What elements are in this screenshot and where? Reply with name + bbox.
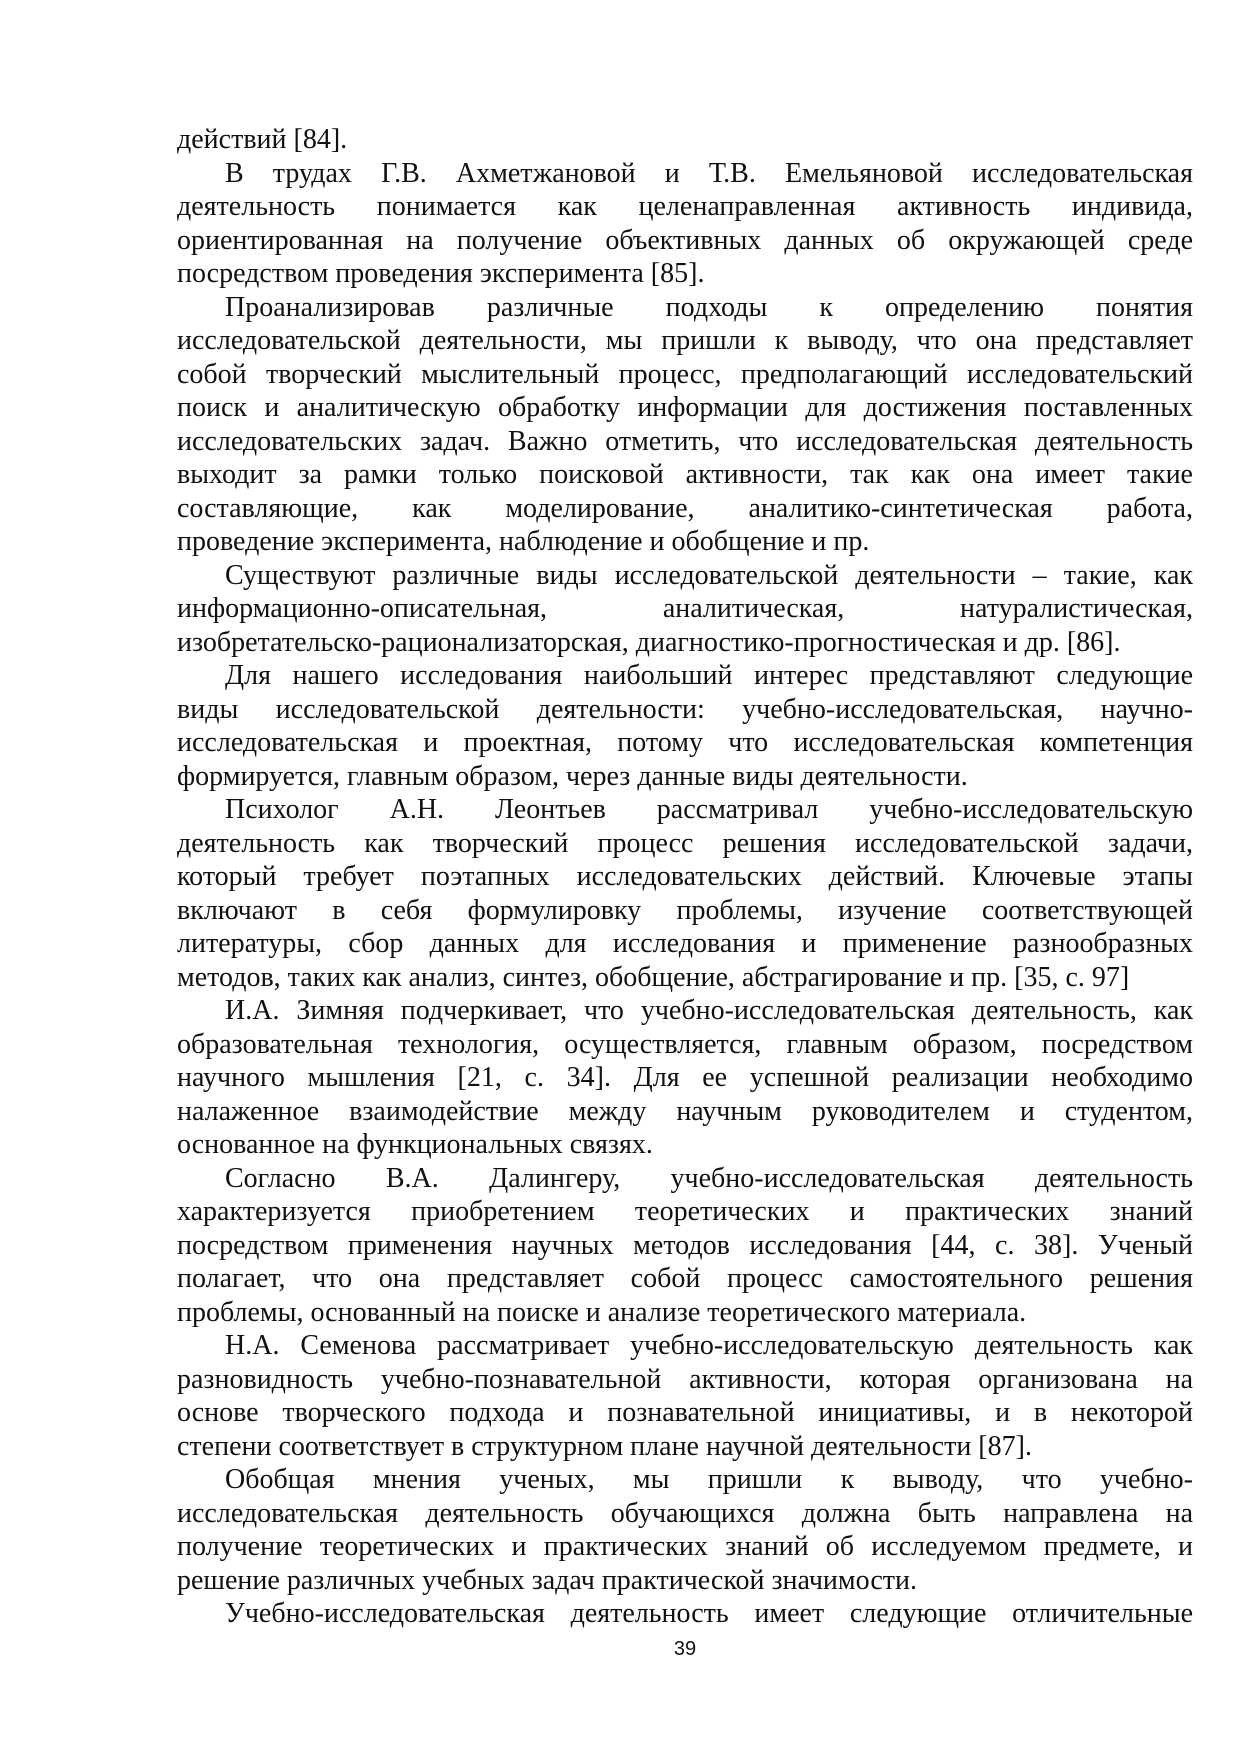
text-line: образовательная технология, осуществляется, главным образом, посредством xyxy=(177,1028,1193,1060)
text-line: деятельность как творческий процесс решения исследовательской задачи, xyxy=(177,827,1193,859)
text-line: действий [84]. xyxy=(177,124,348,155)
text-line: литературы, сбор данных для исследования и применение разнообразных xyxy=(177,928,1193,959)
text-line: выходит за рамки только поисковой активности, так как она имеет такие xyxy=(177,459,1193,490)
text-line: посредством применения научных методов исследования [44, с. 38]. Ученый xyxy=(177,1229,1193,1261)
text-line: проблемы, основанный на поиске и анализе теоретического материала. xyxy=(177,1296,1027,1328)
text-line: Согласно В.А. Далингеру, учебно-исследовательская деятельность xyxy=(225,1162,1193,1194)
paragraph xyxy=(177,1463,1193,1597)
text-line: научного мышления [21, с. 34]. Для ее успешной реализации необходимо xyxy=(177,1062,1193,1093)
text-line: информационно-описательная, аналитическая, натуралистическая, xyxy=(177,593,1193,624)
text-line: виды исследовательской деятельности: учебно-исследовательская, научно- xyxy=(177,693,1193,725)
page-number: 39 xyxy=(673,1638,697,1660)
text-line: проведение эксперимента, наблюдение и обобщение и пр. xyxy=(177,526,870,557)
body-text xyxy=(177,123,1193,1631)
text-line: исследовательских задач. Важно отметить, что исследовательская деятельность xyxy=(177,425,1193,457)
text-line: Для нашего исследования наибольший интерес представляют следующие xyxy=(225,660,1193,691)
text-line: И.А. Зимняя подчеркивает, что учебно-исследовательская деятельность, как xyxy=(225,995,1193,1026)
text-line: включают в себя формулировку проблемы, изучение соответствующей xyxy=(177,894,1193,926)
paragraph xyxy=(177,994,1193,1162)
text-line: посредством проведения эксперимента [85]. xyxy=(177,258,705,289)
text-line: изобретательско-рационализаторская, диагностико-прогностическая и др. [86]. xyxy=(177,626,1121,658)
paragraph xyxy=(177,1597,1193,1631)
paragraph xyxy=(177,291,1193,559)
text-line: методов, таких как анализ, синтез, обобщение, абстрагирование и пр. [35, с. 97] xyxy=(177,961,1130,993)
text-line: получение теоретических и практических знаний об исследуемом предмете, и xyxy=(177,1531,1193,1562)
text-line: Психолог А.Н. Леонтьев рассматривал учебно-исследовательскую xyxy=(225,794,1193,825)
text-line: основе творческого подхода и познавательной инициативы, и в некоторой xyxy=(177,1397,1193,1428)
text-line: деятельность понимается как целенаправленная активность индивида, xyxy=(177,191,1193,222)
paragraph xyxy=(177,157,1193,291)
text-line: формируется, главным образом, через данные виды деятельности. xyxy=(177,760,968,792)
text-line: исследовательская деятельность обучающихся должна быть направлена на xyxy=(177,1497,1193,1529)
text-line: Обобщая мнения ученых, мы пришли к выводу, что учебно- xyxy=(225,1464,1193,1495)
text-line: исследовательская и проектная, потому что исследовательская компетенция xyxy=(177,727,1193,758)
text-line: Учебно-исследовательская деятельность имеет следующие отличительные xyxy=(225,1598,1193,1629)
text-line: полагает, что она представляет собой процесс самостоятельного решения xyxy=(177,1263,1193,1294)
text-line: основанное на функциональных связях. xyxy=(177,1129,653,1160)
text-line: исследовательской деятельности, мы пришли к выводу, что она представляет xyxy=(177,325,1193,356)
paragraph xyxy=(177,123,1193,157)
paragraph xyxy=(177,1162,1193,1330)
text-line: Н.А. Семенова рассматривает учебно-исследовательскую деятельность как xyxy=(225,1330,1193,1361)
text-line: собой творческий мыслительный процесс, предполагающий исследовательский xyxy=(177,358,1193,390)
paragraph xyxy=(177,559,1193,660)
text-line: налаженное взаимодействие между научным руководителем и студентом, xyxy=(177,1095,1193,1127)
paragraph xyxy=(177,659,1193,793)
text-line: который требует поэтапных исследовательских действий. Ключевые этапы xyxy=(177,861,1193,892)
paragraph xyxy=(177,793,1193,994)
text-line: поиск и аналитическую обработку информации для достижения поставленных xyxy=(177,392,1193,423)
paragraph xyxy=(177,1329,1193,1463)
text-line: В трудах Г.В. Ахметжановой и Т.В. Емельяновой исследовательская xyxy=(225,157,1193,189)
text-line: характеризуется приобретением теоретических и практических знаний xyxy=(177,1196,1193,1227)
text-line: Проанализировав различные подходы к определению понятия xyxy=(225,291,1193,323)
text-line: разновидность учебно-познавательной активности, которая организована на xyxy=(177,1363,1193,1395)
text-line: степени соответствует в структурном плане научной деятельности [87]. xyxy=(177,1430,1032,1462)
text-line: составляющие, как моделирование, аналитико-синтетическая работа, xyxy=(177,492,1193,524)
text-line: Существуют различные виды исследовательской деятельности – такие, как xyxy=(225,559,1193,591)
text-line: ориентированная на получение объективных данных об окружающей среде xyxy=(177,224,1193,256)
text-line: решение различных учебных задач практической значимости. xyxy=(177,1564,917,1596)
